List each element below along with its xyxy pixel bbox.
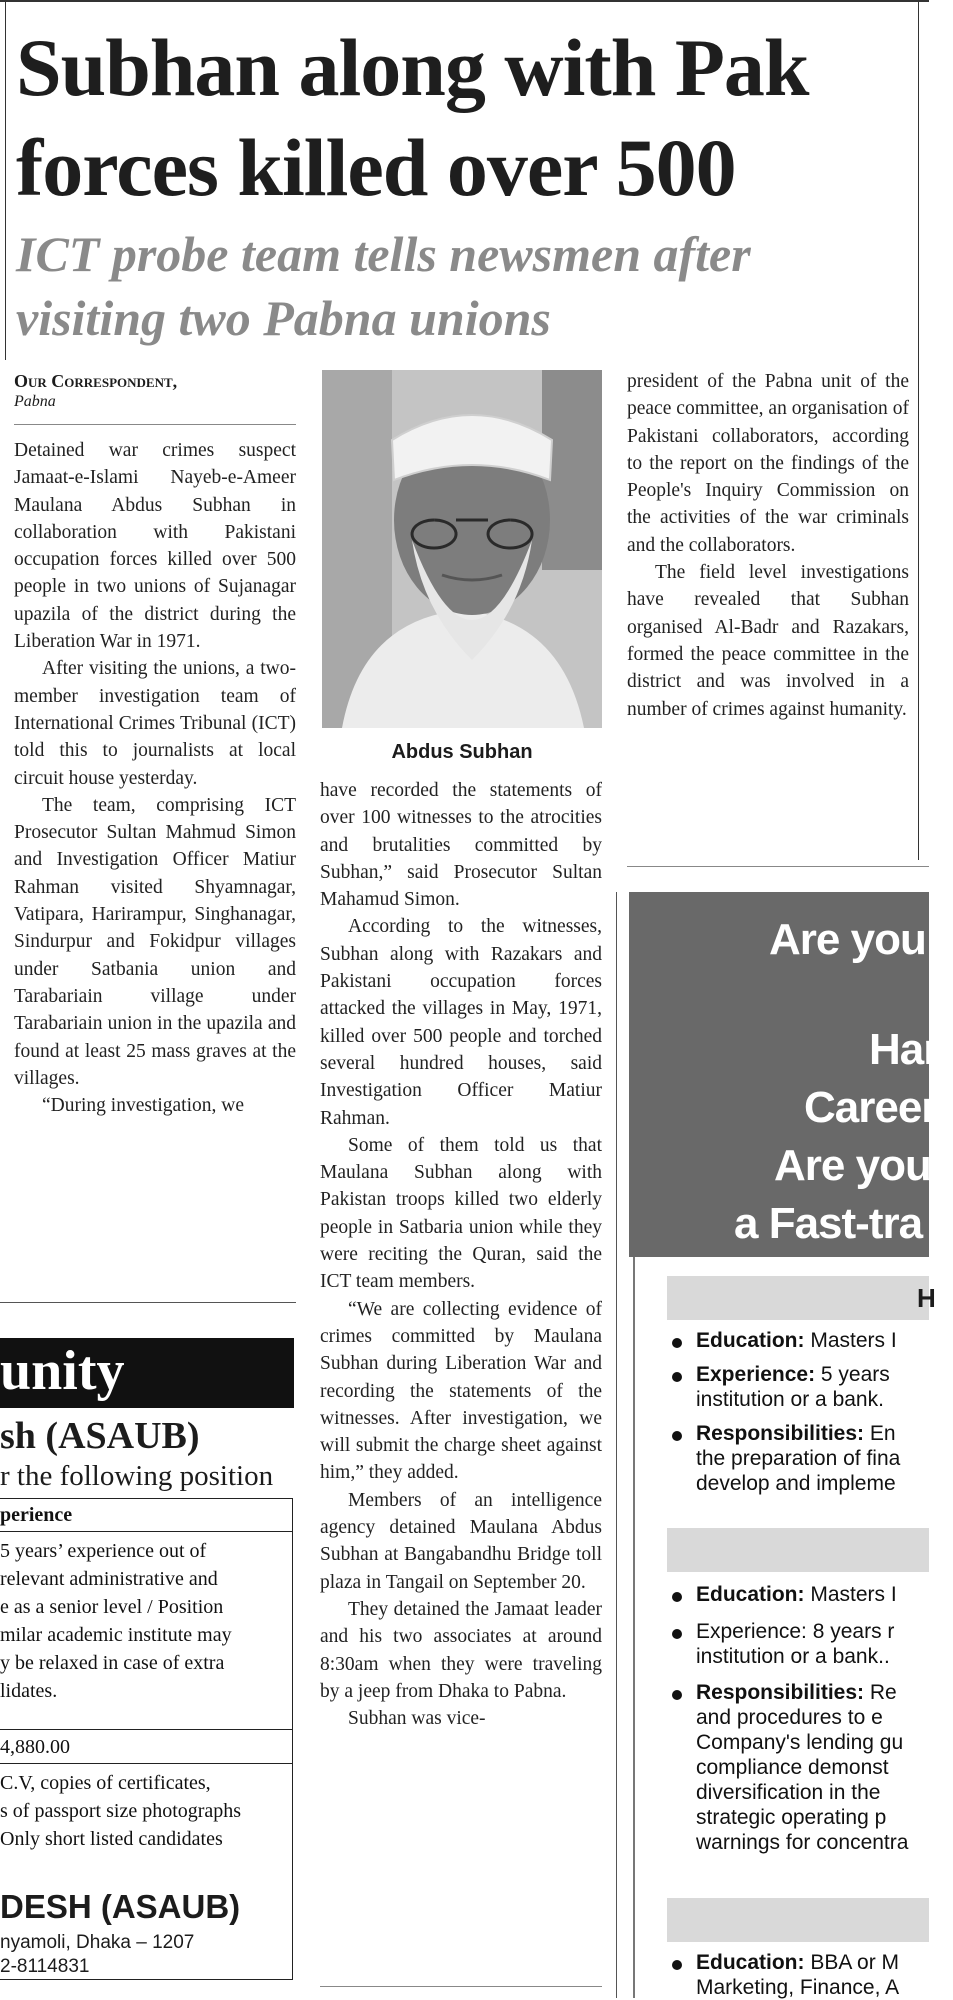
table-divider	[0, 1729, 292, 1730]
col1-paragraph: Detained war crimes suspect Jamaat-e-Islami Nayeb-e-Ameer Maulana Abdus Subhan in collaboration with Pakistani occupation forces killed over 500 people in two unions of Sujanagar upazila of the district during the Liberation War in 1971.	[14, 440, 296, 653]
col2-paragraph: have recorded the statements of over 100 witnesses to the atrocities and brutalities committed by Subhan,” said Prosecutor Sultan Mahamud Simon.	[320, 780, 602, 911]
byline-rule	[14, 424, 296, 425]
s2-resp-text: Re	[864, 1681, 897, 1704]
s2-resp-line: Company's lending gu	[696, 1731, 904, 1754]
byline-place: Pabna	[14, 393, 56, 410]
footer-phone: 2-8114831	[0, 1956, 90, 1977]
s2-responsibilities-item	[672, 1680, 953, 1855]
s2-resp-label: Responsibilities:	[696, 1681, 865, 1704]
s1-resp-cont: develop and impleme	[696, 1472, 896, 1495]
left-column-rule	[5, 0, 6, 360]
s1-edu-label: Education:	[696, 1329, 805, 1352]
experience-line: milar academic institute may	[0, 1624, 232, 1646]
right-job-ad	[629, 892, 948, 1999]
left-ad-org: sh (ASAUB)	[0, 1415, 200, 1457]
s1-resp-cont: the preparation of fina	[696, 1447, 901, 1470]
headline-line-2: forces killed over 500	[16, 122, 736, 213]
right-ad-left-rule	[616, 892, 617, 1998]
s1-exp-label: Experience:	[696, 1363, 816, 1386]
s3-education-item	[672, 1950, 953, 2000]
byline	[14, 370, 299, 412]
bullet-icon	[672, 1372, 682, 1382]
bullet-icon	[672, 1431, 682, 1441]
banner-line-2: Har	[869, 1025, 940, 1074]
bullet-icon	[672, 1960, 682, 1970]
apply-line: C.V, copies of certificates,	[0, 1772, 211, 1794]
headline	[16, 18, 926, 218]
banner-line-4: Are you	[774, 1141, 931, 1190]
banner-line-3: Careen	[804, 1083, 948, 1132]
bullet-icon	[672, 1629, 682, 1639]
banner-line-5: a Fast-tra	[734, 1199, 923, 1248]
bullet-icon	[672, 1338, 682, 1348]
left-ad-top-rule	[0, 1302, 296, 1303]
col2-paragraph: “We are collecting evidence of crimes committed by Maulana Subhan during Liberation War and recording the statements of the witnesses. After investigation, we will submit the charge sheet against him,” they added.	[320, 1298, 602, 1484]
table-divider	[0, 1531, 292, 1532]
section-1-header	[667, 1276, 936, 1320]
experience-line: e as a senior level / Position	[0, 1596, 224, 1618]
s2-resp-line: diversification in the	[696, 1781, 881, 1804]
col1-paragraph: The team, comprising ICT Prosecutor Sultan Mahmud Simon and Investigation Officer Matiur Rahman visited Shyamnagar, Vatipara, Harirampur, Singhanagar, Sindurpur and Fokidpur villages under Satbania union and Tarabariain village under Tarabariain union in the upazila and found at least 25 mass graves at the villages.	[14, 794, 296, 1089]
s2-experience-item	[672, 1619, 953, 1669]
bullet-icon	[672, 1690, 682, 1700]
left-ad-following: r the following position	[0, 1460, 274, 1492]
byline-name: Our Correspondent,	[14, 371, 178, 391]
experience-header: perience	[0, 1504, 73, 1526]
footer-org: DESH (ASAUB)	[0, 1888, 241, 1925]
col3-bottom-rule	[627, 866, 929, 867]
headline-line-1: Subhan along with Pak	[16, 22, 809, 113]
s3-edu-text: BBA or M	[804, 1951, 900, 1974]
subheadline-line-2: visiting two Pabna unions	[16, 290, 551, 346]
article-column-3	[627, 368, 909, 723]
experience-line: relevant administrative and	[0, 1568, 218, 1590]
s1-resp-label: Responsibilities:	[696, 1422, 865, 1445]
col2-paragraph: Some of them told us that Maulana Subhan along with Pakistan troops killed two elderly people in Satbaria union while they were reciting the Quran, said the ICT team members.	[320, 1134, 602, 1293]
col1-paragraph: After visiting the unions, a two-member investigation team of International Crimes Tribunal (ICT) told this to journalists at local circuit house yesterday.	[14, 658, 296, 789]
col2-paragraph: Members of an intelligence agency detained Maulana Abdus Subhan at Bangabandhu Bridge toll plaza in Tangail on September 20.	[320, 1489, 602, 1593]
s2-resp-line: strategic operating p	[696, 1806, 887, 1829]
section-3-header	[667, 1898, 929, 1942]
s2-exp-cont: institution or a bank..	[696, 1645, 890, 1668]
top-rule	[0, 0, 929, 2]
subheadline	[16, 222, 926, 350]
col3-paragraph: president of the Pabna unit of the peace committee, an organisation of Pakistani collaborators, according to the report on the findings of the People's Inquiry Commission on the activities of the war criminals and the collaborators.	[627, 371, 909, 556]
s3-edu-label: Education:	[696, 1951, 805, 1974]
s1-exp-cont: institution or a bank.	[696, 1388, 884, 1411]
experience-line: y be relaxed in case of extra	[0, 1652, 225, 1674]
portrait-photo	[322, 370, 602, 728]
apply-line: Only short listed candidates	[0, 1828, 223, 1850]
s2-resp-line: compliance demonst	[696, 1756, 889, 1779]
s1-resp-text: En	[864, 1422, 896, 1445]
article-column-2	[320, 777, 602, 1732]
col2-paragraph: Subhan was vice-	[348, 1708, 486, 1730]
apply-line: s of passport size photographs	[0, 1800, 242, 1822]
col3-paragraph: The field level investigations have revealed that Subhan organised Al-Badr and Razakars, formed the peace committee in the district and was involved in a number of crimes against humanity.	[627, 562, 909, 720]
portrait-illustration	[322, 370, 602, 728]
section-1-title: H	[917, 1283, 936, 1313]
col2-paragraph: They detained the Jamaat leader and his two associates at around 8:30am when they were traveling by a jeep from Dhaka to Pabna.	[320, 1598, 602, 1702]
photo-caption: Abdus Subhan	[391, 741, 533, 763]
footer-address: nyamoli, Dhaka – 1207	[0, 1932, 195, 1953]
table-divider	[0, 1763, 292, 1764]
col2-bottom-rule	[320, 1986, 602, 1987]
subheadline-line-1: ICT probe team tells newsmen after	[16, 226, 751, 282]
s2-education-item	[672, 1582, 953, 1607]
s1-experience-item	[672, 1362, 953, 1412]
left-ad-title: unity	[0, 1340, 125, 1402]
section-2-header	[667, 1528, 929, 1572]
bullet-icon	[672, 1592, 682, 1602]
article-column-1	[14, 437, 296, 1119]
experience-line: 5 years’ experience out of	[0, 1540, 207, 1562]
experience-line: lidates.	[0, 1680, 58, 1702]
s1-edu-text: Masters I	[804, 1329, 897, 1352]
s3-cont: Marketing, Finance, A	[696, 1976, 900, 1999]
col2-paragraph: According to the witnesses, Subhan along with Razakars and Pakistani occupation forces attacked the villages in May, 1971, killed over 500 people and torched several hundred houses, said Investigation Officer Matiur Rahman.	[320, 916, 602, 1129]
col1-paragraph: “During investigation, we	[42, 1095, 244, 1117]
s2-edu-label: Education:	[696, 1583, 805, 1606]
s2-resp-line: and procedures to e	[696, 1706, 883, 1729]
s1-education-item	[672, 1328, 953, 1353]
s2-edu-text: Masters I	[804, 1583, 897, 1606]
left-ad-table	[0, 1498, 293, 1980]
right-ad-banner	[629, 892, 948, 1257]
s1-exp-text: 5 years	[815, 1363, 890, 1386]
s2-exp-text: Experience: 8 years r	[696, 1620, 895, 1643]
s1-responsibilities-item	[672, 1421, 953, 1496]
banner-line-1: Are you	[769, 915, 926, 964]
left-job-ad	[0, 1338, 294, 1998]
s2-resp-line: warnings for concentra	[696, 1831, 909, 1854]
salary-value: 4,880.00	[0, 1736, 70, 1758]
